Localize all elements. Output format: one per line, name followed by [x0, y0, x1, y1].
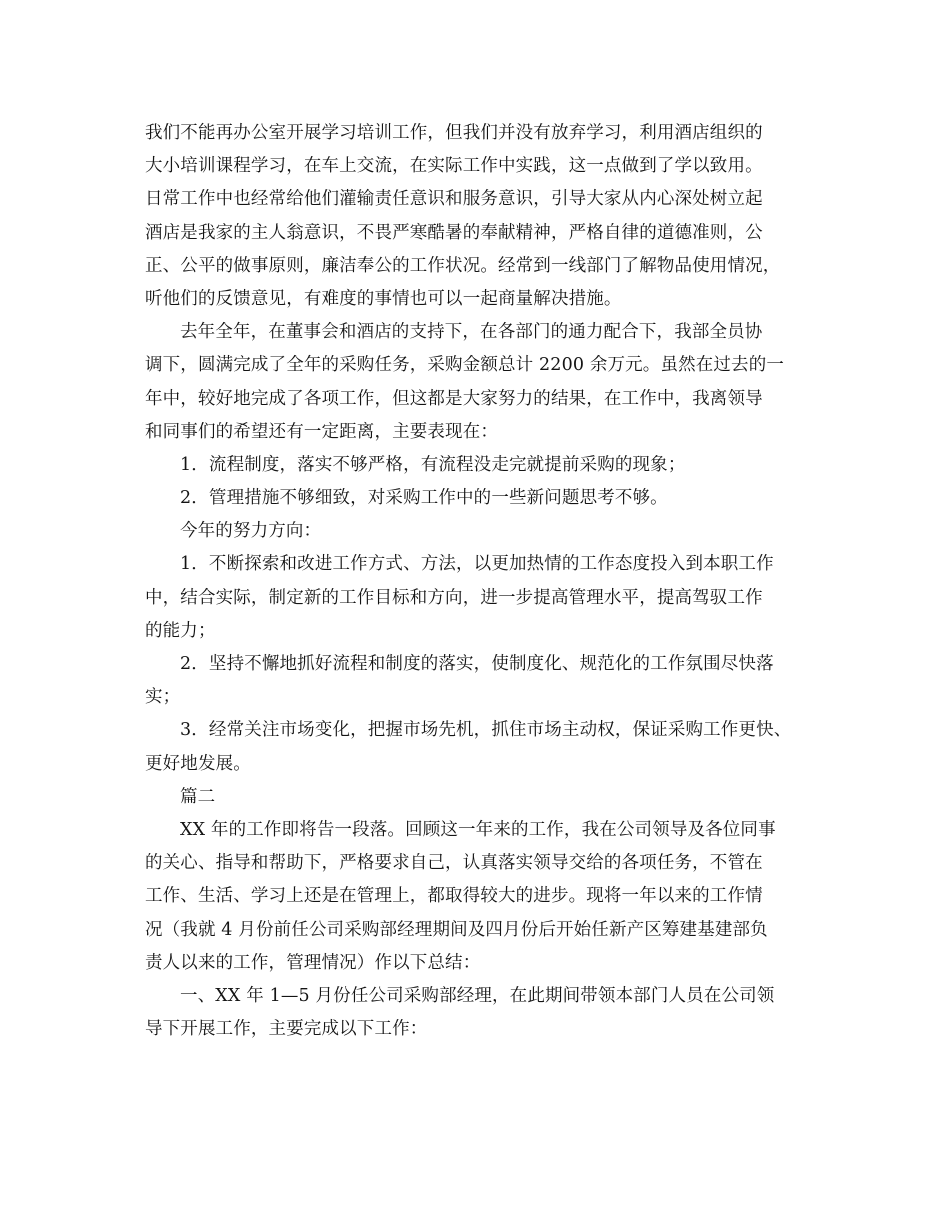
paragraph-line: 的能力； — [145, 620, 216, 641]
paragraph-line: 工作、生活、学习上还是在管理上，都取得较大的进步。现将一年以来的工作情 — [145, 886, 763, 907]
paragraph-line: 的关心、指导和帮助下，严格要求自己，认真落实领导交给的各项任务，不管在 — [145, 853, 763, 874]
document-body — [145, 117, 825, 1046]
paragraph-line: 实； — [145, 687, 181, 708]
paragraph-line-indented: 篇二 — [180, 786, 216, 807]
paragraph-line: 更好地发展。 — [145, 753, 251, 774]
paragraph-line-indented: 3．经常关注市场变化，把握市场先机，抓住市场主动权，保证采购工作更快、 — [180, 720, 792, 741]
paragraph-line: 大小培训课程学习，在车上交流，在实际工作中实践，这一点做到了学以致用。 — [145, 156, 763, 177]
paragraph-line-indented: 今年的努力方向： — [180, 521, 322, 542]
paragraph-line: 责人以来的工作，管理情况）作以下总结： — [145, 952, 481, 973]
paragraph-line-indented: 2．坚持不懈地抓好流程和制度的落实，使制度化、规范化的工作氛围尽快落 — [180, 654, 774, 674]
paragraph-line: 酒店是我家的主人翁意识，不畏严寒酷暑的奉献精神，严格自律的道德准则，公 — [145, 222, 763, 243]
paragraph-line: 我们不能再办公室开展学习培训工作，但我们并没有放弃学习，利用酒店组织的 — [145, 123, 763, 143]
paragraph-line: 导下开展工作，主要完成以下工作： — [145, 1019, 428, 1040]
paragraph-line-indented: 1．流程制度，落实不够严格，有流程没走完就提前采购的现象； — [180, 454, 686, 475]
paragraph-line-indented: 一、XX 年 1—5 月份任公司采购部经理，在此期间带领本部门人员在公司领 — [180, 985, 775, 1006]
paragraph-line: 中，结合实际，制定新的工作目标和方向，进一步提高管理水平，提高驾驭工作 — [145, 587, 763, 608]
paragraph-line: 和同事们的希望还有一定距离，主要表现在： — [145, 421, 498, 442]
paragraph-line-indented: 1．不断探索和改进工作方式、方法，以更加热情的工作态度投入到本职工作 — [180, 554, 774, 575]
paragraph-line-indented: 2．管理措施不够细致，对采购工作中的一些新问题思考不够。 — [180, 488, 668, 509]
paragraph-line: 正、公平的做事原则，廉洁奉公的工作状况。经常到一线部门了解物品使用情况， — [145, 255, 781, 276]
paragraph-line: 况（我就 4 月份前任公司采购部经理期间及四月份后开始任新产区筹建基建部负 — [145, 919, 768, 940]
paragraph-line-indented: 去年全年，在董事会和酒店的支持下，在各部门的通力配合下，我部全员协 — [180, 322, 763, 343]
paragraph-line: 年中，较好地完成了各项工作，但这都是大家努力的结果，在工作中，我离领导 — [145, 388, 763, 409]
paragraph-line: 听他们的反馈意见，有难度的事情也可以一起商量解决措施。 — [145, 288, 622, 309]
paragraph-line-indented: XX 年的工作即将告一段落。回顾这一年来的工作，我在公司领导及各位同事 — [180, 819, 776, 840]
paragraph-line: 日常工作中也经常给他们灌输责任意识和服务意识，引导大家从内心深处树立起 — [145, 189, 763, 210]
paragraph-line: 调下，圆满完成了全年的采购任务，采购金额总计 2200 余万元。虽然在过去的一 — [145, 355, 785, 376]
